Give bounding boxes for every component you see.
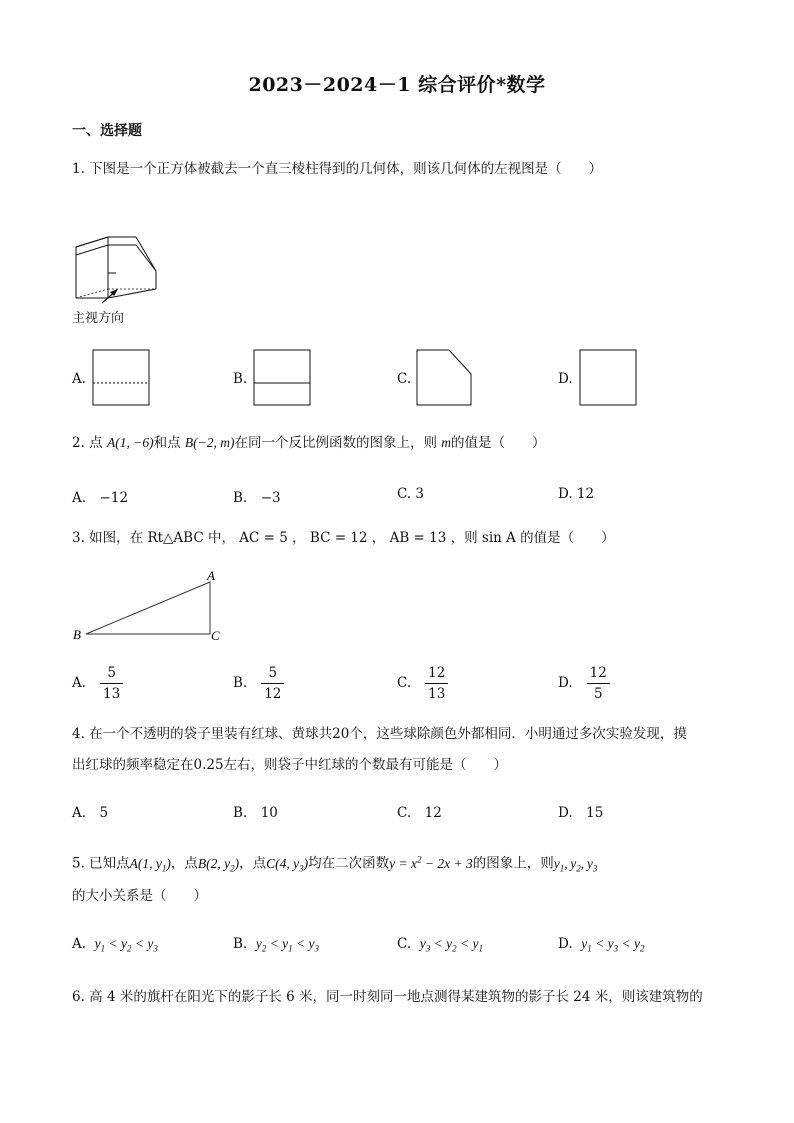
q3-option-a-label: A. <box>72 675 87 691</box>
q2-suffix2: 的值是（ ） <box>451 435 546 451</box>
question-3-text: 3. 如图，在 Rt△ABC 中， AC = 5 ， BC = 12 ， AB = 13 ，则 sin A 的值是（ ） <box>72 530 615 546</box>
page-title: 2023－2024－1 综合评价*数学 <box>248 74 546 96</box>
question-5-line-2: 的大小关系是（ ） <box>72 888 207 904</box>
q1-option-a-figure <box>92 349 152 407</box>
question-1-text: 1. 下图是一个正方体被截去一个直三棱柱得到的几何体，则该几何体的左视图是（ ） <box>72 161 603 177</box>
q5-function: $y = x^2 - 2x + 3$ <box>389 854 473 871</box>
q5-option-d-label: D. <box>558 936 573 952</box>
q5-text-1: 5. 已知点 <box>72 855 130 872</box>
question-6-text: 6. 高 4 米的旗杆在阳光下的影子长 6 米，同一时刻同一地点测得某建筑物的影子长 24 米，则该建筑物的 <box>72 989 703 1005</box>
q3-option-a-denominator: 13 <box>103 686 121 702</box>
q2-option-d: D. 12 <box>558 486 595 502</box>
q2-mid: 和点 <box>153 435 181 451</box>
q1-option-c-label: C. <box>397 371 412 387</box>
q3-option-d-label: D. <box>558 675 573 691</box>
q5-option-c: C. $y_3 < y_2 < y_1$ <box>397 936 483 954</box>
vertex-b-label: B <box>73 627 81 642</box>
q3-option-c-label: C. <box>397 675 412 691</box>
q5-text-3: ，点 <box>239 855 267 872</box>
q3-option-b-numerator: 5 <box>261 663 284 684</box>
q1-option-d-figure <box>579 349 639 407</box>
q3-option-b-label: B. <box>233 675 248 691</box>
q1-option-b-figure <box>253 349 313 407</box>
section-heading: 一、选择题 <box>72 123 142 139</box>
q5-option-a-label: A. <box>72 936 87 952</box>
question-4-line-2: 出红球的频率稳定在0.25左右，则袋子中红球的个数最有可能是（ ） <box>72 757 508 773</box>
q5-point-c-text: C(4, y <box>266 855 300 871</box>
q3-option-a-numerator: 5 <box>100 663 123 684</box>
q1-option-d-label: D. <box>558 371 573 387</box>
q3-option-d <box>558 663 610 704</box>
question-2-text <box>72 432 546 454</box>
view-direction-caption: 主视方向 <box>72 311 125 326</box>
q1-option-b-label: B. <box>233 371 248 387</box>
q2-option-b: B. −3 <box>233 490 281 506</box>
q3-option-a-fraction <box>100 663 123 704</box>
q2-point-a: A(1, −6) <box>106 435 154 450</box>
q5-point-a-text: A(1, y <box>129 855 162 871</box>
q5-text-2: ，点 <box>170 855 198 872</box>
q5-option-a: A. $y_1 < y_2 < y_3$ <box>72 936 158 954</box>
q5-point-a: A(1, $y_1$) <box>129 855 171 874</box>
q3-option-b <box>233 663 284 704</box>
q5-option-b: B. $y_2 < y_1 < y_3$ <box>233 936 320 954</box>
q5-text-5: 的图象上，则 <box>472 855 554 872</box>
q5-option-b-label: B. <box>233 936 248 952</box>
q1-option-c-figure <box>416 349 474 407</box>
q4-option-c: C. 12 <box>397 805 442 821</box>
q5-option-c-label: C. <box>397 936 412 952</box>
question-4-line-1: 4. 在一个不透明的袋子里装有红球、黄球共20个，这些球除颜色外都相同．小明通过多次实验发现，摸 <box>72 726 687 742</box>
q3-option-c-denominator: 13 <box>428 686 446 702</box>
q5-text-4: 均在二次函数 <box>308 855 390 872</box>
q5-option-d: D. $y_1 < y_3 < y_2$ <box>558 936 645 954</box>
q3-option-c <box>397 663 448 704</box>
q5-point-b-text: B(2, y <box>197 855 231 871</box>
q5-point-c: C(4, $y_3$) <box>266 855 309 874</box>
q2-option-c: C. 3 <box>397 486 425 502</box>
q5-point-b: B(2, $y_2$) <box>197 855 240 874</box>
q3-option-b-denominator: 12 <box>264 686 282 702</box>
q3-option-c-numerator: 12 <box>425 663 448 684</box>
q4-option-a: A. 5 <box>72 805 109 821</box>
q5-function-tail: − 2x + 3 <box>421 855 473 871</box>
q3-option-b-fraction <box>261 663 284 704</box>
q3-option-d-denominator: 5 <box>593 686 603 702</box>
cube-figure <box>72 233 162 305</box>
vertex-c-label: C <box>211 628 220 643</box>
q4-option-d: D. 15 <box>558 805 604 821</box>
q3-option-c-fraction <box>425 663 448 704</box>
q2-point-b: B(−2, m) <box>184 435 235 450</box>
q3-option-a <box>72 663 123 704</box>
question-5-line-1: 5. 已知点A(1, $y_1$)，点B(2, $y_2$)，点C(4, $y_3$)均在二次函数$y = x^2 - 2x + 3$的图象上，则$y_1$, $y_2$, $y_3$ <box>72 854 598 874</box>
q2-option-a: A. −12 <box>72 490 129 506</box>
q4-option-b: B. 10 <box>233 805 278 821</box>
triangle-figure <box>70 568 230 646</box>
q2-var: m <box>441 435 452 450</box>
q3-option-d-numerator: 12 <box>587 663 610 684</box>
q2-prefix: 2. 点 <box>72 435 103 451</box>
q5-function-head: y = x <box>389 855 417 871</box>
q3-option-d-fraction <box>587 663 610 704</box>
q2-suffix: 在同一个反比例函数的图象上，则 <box>234 435 437 451</box>
q1-option-a-label: A. <box>72 371 87 387</box>
vertex-a-label: A <box>207 568 215 583</box>
